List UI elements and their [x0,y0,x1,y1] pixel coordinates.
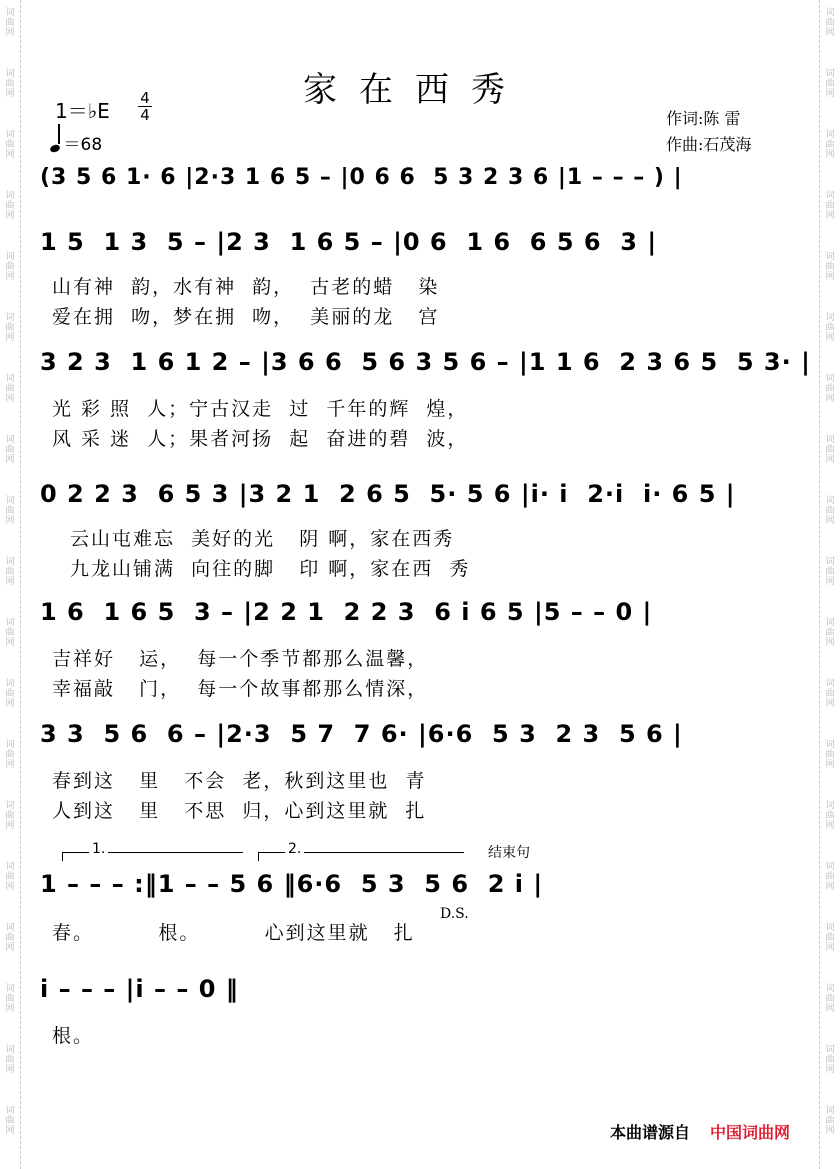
second-ending-bracket [258,841,464,861]
lyricist: 作词:陈 雷 [666,109,741,128]
song-title: 家在西秀 [303,70,527,110]
watermark-text: 词 曲 网 [5,923,15,953]
row3-notes: 0 2 2 3 6 5 3 |3 2 1 2 6 5 5· 5 6 |i· i 2·i i· 6 5 | [40,480,736,508]
watermark-text: 词 曲 网 [825,618,835,648]
watermark-text: 词 曲 网 [825,740,835,770]
row3-lyric-verse1: 云山屯难忘 美好的光 阴 啊，家在西秀 [70,528,455,550]
watermark-text: 词 曲 网 [825,69,835,99]
time-signature [138,90,152,123]
row6-notes: 1 – – – :‖1 – – 5 6 ‖6·6 5 3 5 6 2 i | [40,870,544,898]
volta1-label: 1. [89,841,108,857]
row5-lyric-verse1: 春到这 里 不会 老，秋到这里也 青 [52,770,427,792]
watermark-text: 词 曲 网 [5,374,15,404]
row5-lyric-verse2: 人到这 里 不思 归，心到这里就 扎 [52,800,427,822]
watermark-text: 词 曲 网 [5,862,15,892]
row1-lyric-verse2: 爱在拥 吻，梦在拥 吻， 美丽的龙 宫 [52,306,440,328]
quarter-note-icon [49,144,61,154]
row4-lyric-verse2: 幸福敲 门， 每一个故事都那么情深， [52,678,429,700]
footer-source [610,1120,790,1143]
right-watermark-strip [819,0,840,1169]
watermark-text: 词 曲 网 [5,801,15,831]
row1-notes: 1 5 1 3 5 – |2 3 1 6 5 – |0 6 1 6 6 5 6 3 | [40,228,658,256]
ending-label: 结束句 [488,845,530,861]
first-ending-bracket [62,841,243,861]
watermark-text: 词 曲 网 [825,679,835,709]
row6-lyric: 春。 根。 心到这里就 扎 [52,922,415,944]
row4-lyric-verse1: 吉祥好 运， 每一个季节都那么温馨， [52,648,429,670]
tempo-mark [50,130,102,155]
watermark-text: 词 曲 网 [5,984,15,1014]
watermark-text: 词 曲 网 [5,191,15,221]
watermark-text: 词 曲 网 [825,435,835,465]
row1-lyric-verse1: 山有神 韵，水有神 韵， 古老的蜡 染 [52,276,440,298]
composer: 作曲:石茂海 [666,135,752,154]
row2-notes: 3 2 3 1 6 1 2 – |3 6 6 5 6 3 5 6 – |1 1 6 2 3 6 5 5 3· | [40,348,811,376]
watermark-text: 词 曲 网 [825,130,835,160]
volta2-label: 2. [285,841,304,857]
watermark-text: 词 曲 网 [5,740,15,770]
watermark-text: 词 曲 网 [825,984,835,1014]
watermark-text: 词 曲 网 [5,252,15,282]
watermark-text: 词 曲 网 [825,313,835,343]
watermark-text: 词 曲 网 [825,8,835,38]
watermark-text: 词 曲 网 [825,923,835,953]
time-sig-bottom: 4 [138,106,152,123]
row4-notes: 1 6 1 6 5 3 – |2 2 1 2 2 3 6 i 6 5 |5 – – 0 | [40,598,653,626]
credits [666,106,751,158]
footer-source-text: 本曲谱源自 [610,1123,691,1142]
left-watermark-strip [0,0,21,1169]
watermark-text: 词 曲 网 [5,313,15,343]
watermark-text: 词 曲 网 [5,130,15,160]
time-sig-top: 4 [140,89,150,107]
ds-mark: D.S. [440,906,469,922]
row7-lyric: 根。 [52,1025,95,1047]
watermark-text: 词 曲 网 [5,69,15,99]
watermark-text: 词 曲 网 [5,679,15,709]
watermark-text: 词 曲 网 [825,252,835,282]
watermark-text: 词 曲 网 [5,1045,15,1075]
watermark-text: 词 曲 网 [5,435,15,465]
watermark-text: 词 曲 网 [825,1106,835,1136]
row3-lyric-verse2: 九龙山铺满 向往的脚 印 啊，家在西 秀 [70,558,471,580]
watermark-text: 词 曲 网 [5,496,15,526]
row5-notes: 3 3 5 6 6 – |2·3 5 7 7 6· |6·6 5 3 2 3 5 6 | [40,720,683,748]
row2-lyric-verse1: 光 彩 照 人；宁古汉走 过 千年的辉 煌， [52,398,469,420]
note-stem [58,124,60,144]
watermark-text: 词 曲 网 [5,8,15,38]
key-signature: 1＝♭E [55,99,110,123]
watermark-text: 词 曲 网 [825,557,835,587]
watermark-text: 词 曲 网 [825,1045,835,1075]
watermark-text: 词 曲 网 [825,374,835,404]
watermark-text: 词 曲 网 [825,496,835,526]
watermark-text: 词 曲 网 [5,557,15,587]
footer-brand-link[interactable]: 中国词曲网 [710,1123,791,1142]
watermark-text: 词 曲 网 [825,191,835,221]
watermark-text: 词 曲 网 [825,862,835,892]
watermark-text: 词 曲 网 [5,1106,15,1136]
tempo-value: ＝68 [63,135,103,155]
intro-notes: (3 5 6 1· 6 |2·3 1 6 5 – |0 6 6 5 3 2 3 6 |1 – – – ) | [40,165,683,190]
row7-notes: i – – – |i – – 0 ‖ [40,975,239,1003]
watermark-text: 词 曲 网 [825,801,835,831]
watermark-text: 词 曲 网 [5,618,15,648]
row2-lyric-verse2: 风 采 迷 人；果者河扬 起 奋进的碧 波， [52,428,469,450]
